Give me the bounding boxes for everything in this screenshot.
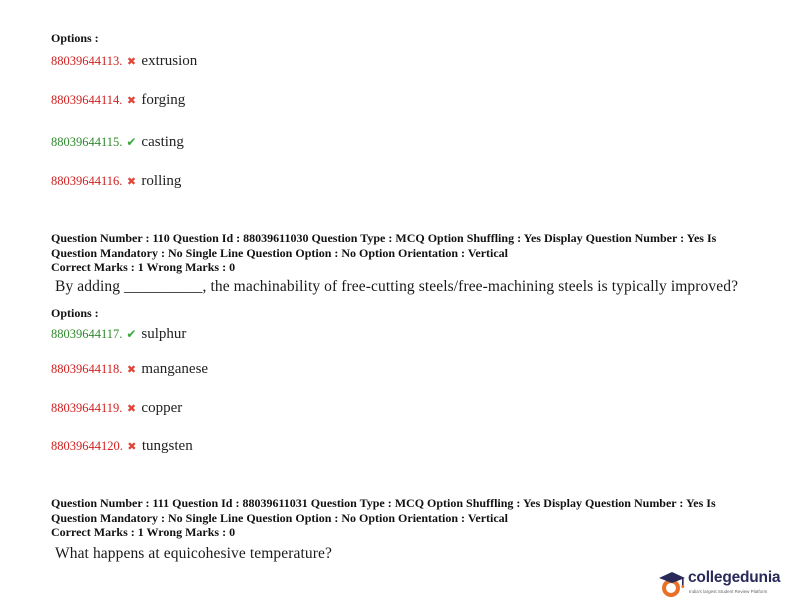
option-id: 88039644120.: [51, 439, 123, 453]
option-id: 88039644116.: [51, 174, 123, 188]
option-id: 88039644114.: [51, 93, 123, 107]
cross-icon: ✖: [126, 94, 137, 107]
question-text: By adding __________, the machinability of free-cutting steels/free-machining steels is typically improved?: [55, 278, 739, 295]
check-icon: ✔: [126, 327, 137, 341]
option-row: [51, 437, 193, 455]
option-id: 88039644115.: [51, 135, 123, 149]
marks-line: Correct Marks : 1 Wrong Marks : 0: [51, 260, 236, 274]
option-text: forging: [141, 92, 186, 108]
question-text: What happens at equicohesive temperature?: [55, 545, 332, 562]
question-meta: [51, 496, 716, 540]
option-text: copper: [141, 400, 183, 416]
option-row: [51, 133, 184, 151]
options-label: Options :: [51, 31, 99, 45]
cross-icon: ✖: [126, 55, 137, 68]
option-text: casting: [141, 134, 184, 150]
option-row: [51, 325, 186, 343]
meta-line: Question Number : 110 Question Id : 88039611030 Question Type : MCQ Option Shuffling : Yes Display Question Number : Yes Is: [51, 231, 717, 245]
cross-icon: ✖: [127, 440, 137, 453]
meta-line: Question Number : 111 Question Id : 88039611031 Question Type : MCQ Option Shuffling : Yes Display Question Number : Yes Is: [51, 496, 716, 510]
graduation-cap-icon: [658, 570, 686, 600]
option-id: 88039644113.: [51, 54, 123, 68]
option-row: [51, 360, 208, 378]
cross-icon: ✖: [126, 175, 137, 188]
check-icon: ✔: [126, 135, 137, 149]
option-row: [51, 172, 181, 190]
option-text: manganese: [141, 361, 209, 377]
option-id: 88039644118.: [51, 362, 123, 376]
option-text: sulphur: [141, 326, 187, 342]
option-id: 88039644119.: [51, 401, 123, 415]
marks-line: Correct Marks : 1 Wrong Marks : 0: [51, 525, 236, 539]
options-label: Options :: [51, 306, 99, 320]
meta-line: Question Mandatory : No Single Line Question Option : No Option Orientation : Vertical: [51, 245, 509, 260]
question-meta: [51, 231, 716, 275]
option-id: 88039644117.: [51, 327, 123, 341]
cross-icon: ✖: [126, 402, 137, 415]
cross-icon: ✖: [126, 363, 137, 376]
option-row: [51, 52, 197, 70]
logo-tagline: India's largest Student Review Platform: [689, 589, 768, 594]
option-text: extrusion: [141, 53, 198, 69]
logo-name: collegedunia: [688, 569, 781, 586]
option-row: [51, 399, 182, 417]
option-text: tungsten: [141, 438, 193, 454]
collegedunia-logo: [658, 568, 780, 602]
meta-line: Question Mandatory : No Single Line Question Option : No Option Orientation : Vertical: [51, 510, 509, 525]
option-text: rolling: [141, 173, 182, 189]
option-row: [51, 91, 185, 109]
